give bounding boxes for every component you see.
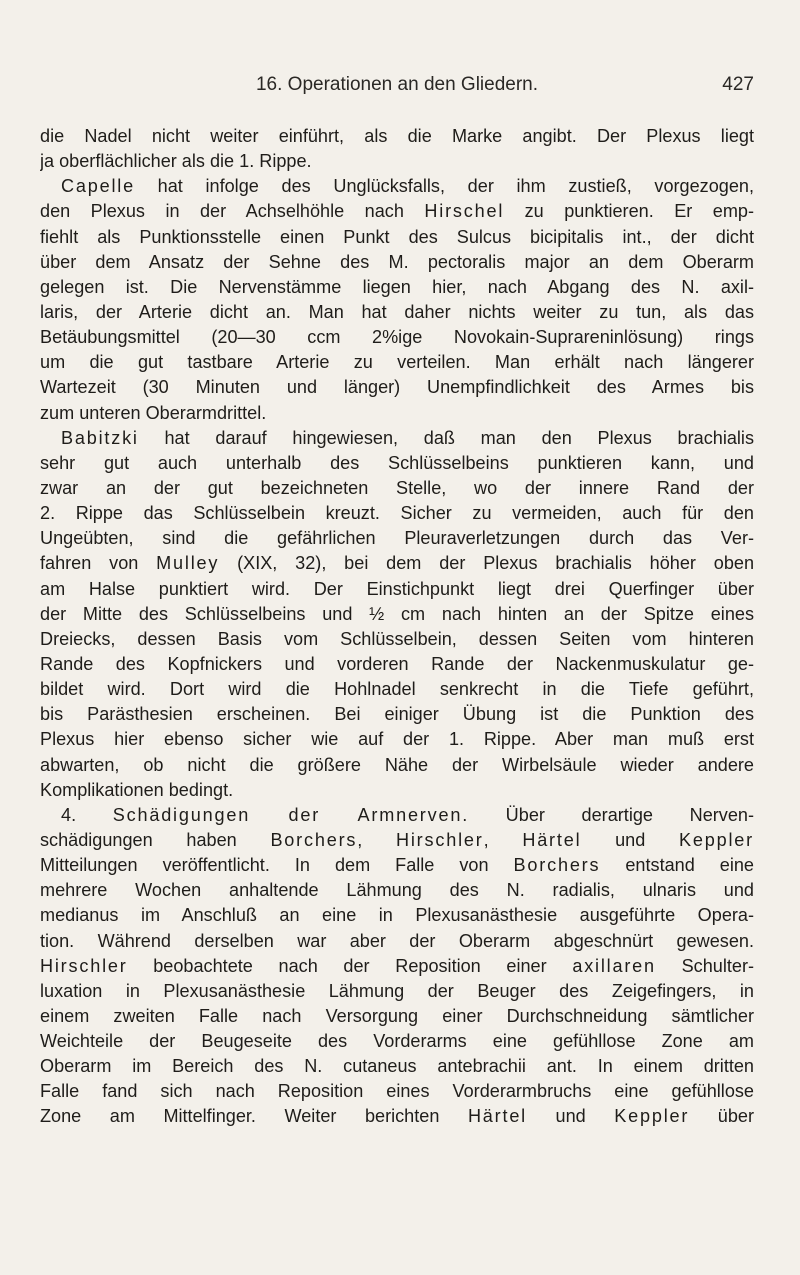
- text-line: bildet wird. Dort wird die Hohlnadel senkrecht in die Tiefe geführt,: [40, 679, 754, 700]
- text-line: Capelle hat infolge des Unglücksfalls, der ihm zustieß, vorgezogen,: [61, 176, 754, 197]
- text-line: Wartezeit (30 Minuten und länger) Unempfindlichkeit des Armes bis: [40, 377, 754, 398]
- text-line: abwarten, ob nicht die größere Nähe der Wirbelsäule wieder andere: [40, 754, 754, 775]
- text-line: den Plexus in der Achselhöhle nach Hirschel zu punktieren. Er emp-: [40, 201, 754, 222]
- text-line: zum unteren Oberarmdrittel.: [40, 402, 267, 423]
- text-line: Weichteile der Beugeseite des Vorderarms eine gefühllose Zone am: [40, 1031, 754, 1052]
- text-line: mehrere Wochen anhaltende Lähmung des N. radialis, ulnaris und: [40, 880, 754, 901]
- body-text: [40, 124, 754, 1130]
- text-line: laris, der Arterie dicht an. Man hat daher nichts weiter zu tun, als das: [40, 301, 754, 322]
- text-line: Komplikationen bedingt.: [40, 779, 234, 800]
- text-line: 4. Schädigungen der Armnerven. Über derartige Nerven-: [61, 804, 754, 825]
- author-name: Keppler: [679, 829, 754, 850]
- text-line: fahren von Mulley (XIX, 32), bei dem der Plexus brachialis höher oben: [40, 553, 754, 574]
- text-line: der Mitte des Schlüsselbeins und ½ cm nach hinten an der Spitze eines: [40, 603, 754, 624]
- text-line: tion. Während derselben war aber der Oberarm abgeschnürt gewesen.: [40, 930, 754, 951]
- text-line: Betäubungsmittel (20—30 ccm 2%ige Novokain-Suprareninlösung) rings: [40, 327, 754, 348]
- emphasis: axillaren: [572, 955, 656, 976]
- text-line: ja oberflächlicher als die 1. Rippe.: [40, 151, 312, 172]
- text-line: schädigungen haben Borchers, Hirschler, Härtel und Keppler: [40, 829, 754, 850]
- author-name: Babitzki: [61, 427, 139, 448]
- author-name: Keppler: [614, 1106, 690, 1127]
- text-line: Rande des Kopfnickers und vorderen Rande der Nackenmuskulatur ge-: [40, 653, 754, 674]
- text-line: fiehlt als Punktionsstelle einen Punkt des Sulcus bicipitalis int., der dicht: [40, 226, 754, 247]
- text-line: Zone am Mittelfinger. Weiter berichten Härtel und Keppler über: [40, 1106, 754, 1127]
- text-line: sehr gut auch unterhalb des Schlüsselbeins punktieren kann, und: [40, 452, 754, 473]
- text-line: Hirschler beobachtete nach der Reposition einer axillaren Schulter-: [40, 955, 754, 976]
- text-line: Falle fand sich nach Reposition eines Vorderarmbruchs eine gefühllose: [40, 1081, 754, 1102]
- author-name: Härtel: [522, 829, 582, 850]
- text-line: Plexus hier ebenso sicher wie auf der 1. Rippe. Aber man muß erst: [40, 729, 754, 750]
- text-line: zwar an der gut bezeichneten Stelle, wo der innere Rand der: [40, 477, 754, 498]
- text-line: Ungeübten, sind die gefährlichen Pleuraverletzungen durch das Ver-: [40, 528, 754, 549]
- text-line: gelegen ist. Die Nervenstämme liegen hier, nach Abgang des N. axil-: [40, 276, 754, 297]
- text-line: Oberarm im Bereich des N. cutaneus antebrachii ant. In einem dritten: [40, 1056, 754, 1077]
- text-line: über dem Ansatz der Sehne des M. pectoralis major an dem Oberarm: [40, 251, 754, 272]
- text-line: medianus im Anschluß an eine in Plexusanästhesie ausgeführte Opera-: [40, 905, 754, 926]
- author-name: Borchers: [270, 829, 358, 850]
- running-header: [40, 74, 754, 110]
- author-name: Borchers: [513, 855, 601, 876]
- text-line: am Halse punktiert wird. Der Einstichpunkt liegt drei Querfinger über: [40, 578, 754, 599]
- text-line: luxation in Plexusanästhesie Lähmung der Beuger des Zeigefingers, in: [40, 980, 754, 1001]
- text-line: Mitteilungen veröffentlicht. In dem Falle von Borchers entstand eine: [40, 855, 754, 876]
- text-line: die Nadel nicht weiter einführt, als die Marke angibt. Der Plexus liegt: [40, 126, 754, 146]
- text-line: Dreiecks, dessen Basis vom Schlüsselbein, dessen Seiten vom hinteren: [40, 628, 754, 649]
- author-name: Hirschel: [424, 201, 505, 222]
- chapter-title: 16. Operationen an den Gliedern.: [255, 74, 539, 95]
- author-name: Capelle: [61, 176, 135, 197]
- text-line: 2. Rippe das Schlüsselbein kreuzt. Sicher zu vermeiden, auch für den: [40, 503, 754, 524]
- author-name: Hirschler: [40, 955, 128, 976]
- text-line: Babitzki hat darauf hingewiesen, daß man den Plexus brachialis: [61, 427, 754, 448]
- author-name: Härtel: [467, 1106, 528, 1127]
- page-number: 427: [722, 74, 754, 95]
- text-line: um die gut tastbare Arterie zu verteilen. Man erhält nach längerer: [40, 352, 754, 373]
- section-heading: Schädigungen der Armnerven.: [112, 804, 470, 825]
- author-name: Hirschler: [396, 829, 484, 850]
- text-line: einem zweiten Falle nach Versorgung einer Durchschneidung sämtlicher: [40, 1005, 754, 1026]
- author-name: Mulley: [156, 553, 220, 574]
- text-line: bis Parästhesien erscheinen. Bei einiger Übung ist die Punktion des: [40, 704, 754, 725]
